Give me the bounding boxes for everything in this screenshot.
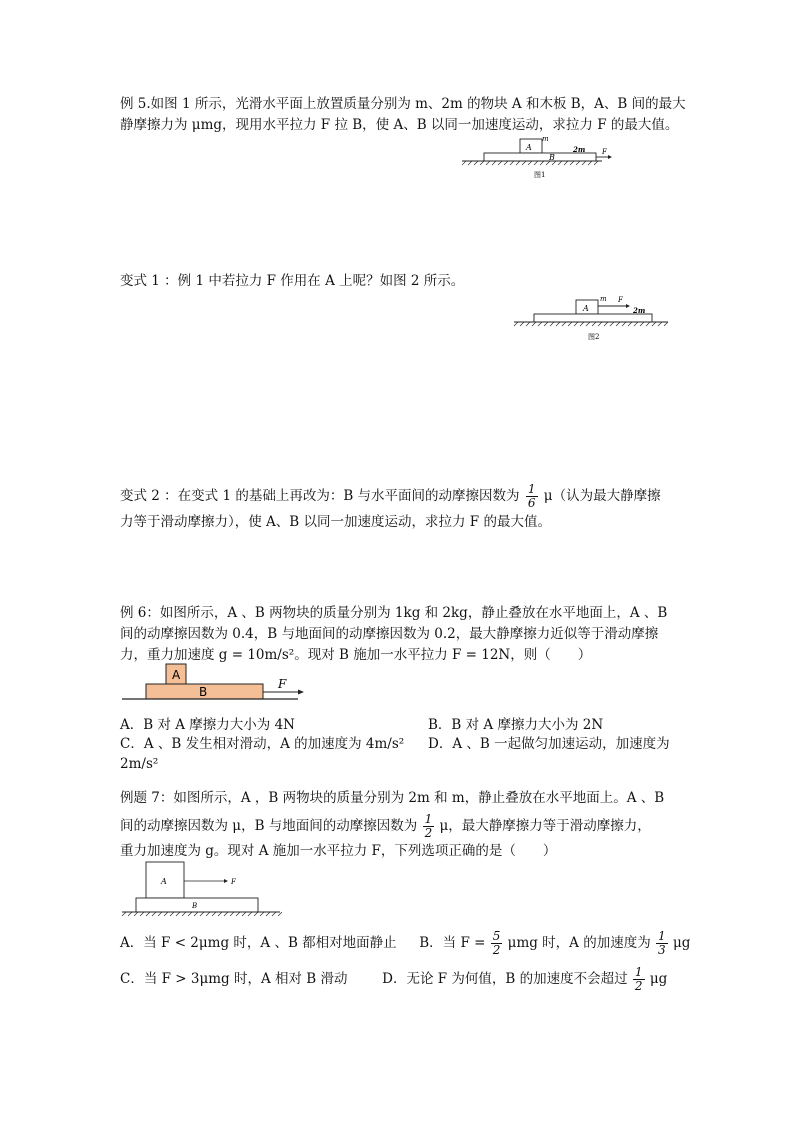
ex5-label-m: m	[542, 135, 549, 143]
ex7-label-f: F	[231, 878, 236, 886]
ex7-label-b: B	[192, 902, 198, 910]
ex6-label-b: B	[199, 685, 208, 699]
ex7-option-b-frac1-den: 2	[492, 943, 501, 957]
ex5-label-2m: 2m	[573, 145, 586, 154]
var1-caption: 图2	[588, 333, 600, 341]
var1-figure	[512, 292, 672, 344]
ex7-option-d-fraction	[633, 966, 645, 993]
ex5-label-a: A	[526, 143, 532, 152]
var2-frac-den: 6	[527, 496, 536, 510]
ex5-label-f: F	[602, 148, 607, 156]
ex6-line2: 间的动摩擦因数为 0.4，B 与地面间的动摩擦因数为 0.2，最大静摩擦力近似等于滑动摩擦	[120, 626, 659, 642]
ex7-line2-pre: 间的动摩擦因数为 μ，B 与地面间的动摩擦因数为	[120, 818, 418, 834]
ex7-options-row1	[120, 930, 690, 957]
ex7-line2	[120, 813, 651, 840]
ex7-line2-frac-den: 2	[424, 826, 433, 840]
ex6-option-a: A．B 对 A 摩擦力大小为 4N	[120, 717, 295, 733]
ex6-option-d: D．A 、B 一起做匀加速运动，加速度为	[428, 736, 670, 752]
ex7-figure	[120, 860, 285, 918]
ex7-options-row2	[120, 966, 667, 993]
ex5-board-b	[484, 153, 596, 161]
ex6-line3: 力，重力加速度 g = 10m/s²。现对 B 施加一水平拉力 F = 12N，则（ ）	[120, 647, 592, 663]
var1-label-2m: 2m	[633, 306, 646, 315]
ex5-figure	[462, 134, 612, 182]
ex5-caption: 图1	[534, 171, 546, 179]
var1-line1: 变式 1 ：例 1 中若拉力 F 作用在 A 上呢？如图 2 所示。	[120, 273, 465, 289]
ex7-line2-frac-num: 1	[424, 812, 433, 826]
ex5-line1: 例 5.如图 1 所示，光滑水平面上放置质量分别为 m、2m 的物块 A 和木板 B，A、B 间的最大	[120, 96, 686, 112]
ex6-line1: 例 6：如图所示，A 、B 两物块的质量分别为 1kg 和 2kg，静止叠放在水平地面上，A 、B	[120, 605, 668, 621]
var2-line1-pre: 变式 2 ：在变式 1 的基础上再改为：B 与水平面间的动摩擦因数为	[120, 488, 520, 504]
ex7-option-c: C．当 F > 3μmg 时，A 相对 B 滑动	[120, 971, 348, 987]
ex7-option-d-post: μg	[649, 971, 668, 987]
var1-label-m: m	[600, 295, 607, 303]
ex6-option-c: C．A 、B 发生相对滑动，A 的加速度为 4m/s²	[120, 736, 405, 752]
ex7-line3: 重力加速度为 g。现对 A 施加一水平拉力 F，下列选项正确的是（ ）	[120, 843, 557, 859]
ex7-option-b-pre: B．当 F =	[419, 935, 486, 951]
ex7-option-d-frac-num: 1	[634, 965, 643, 979]
var1-label-f: F	[618, 296, 623, 304]
ex7-option-b-fraction1	[491, 930, 503, 957]
ex6-option-b: B．B 对 A 摩擦力大小为 2N	[428, 717, 604, 733]
ex7-option-b-fraction2	[656, 930, 668, 957]
var2-line1-post: μ（认为最大静摩擦	[543, 488, 661, 504]
ex6-option-d-cont: 2m/s²	[120, 756, 159, 772]
var2-frac-num: 1	[527, 482, 536, 496]
ex7-option-b-frac2-den: 3	[658, 943, 666, 957]
ex7-line1: 例题 7：如图所示，A ，B 两物块的质量分别为 2m 和 m，静止叠放在水平地面上。A 、B	[120, 790, 665, 806]
ex7-option-b-frac2-num: 1	[658, 929, 666, 943]
ex6-figure	[122, 662, 312, 706]
ex7-line2-fraction	[423, 813, 435, 840]
var1-board-b	[534, 314, 652, 322]
ex7-label-a: A	[161, 877, 167, 886]
ex6-label-a: A	[172, 668, 181, 682]
var2-fraction	[526, 483, 538, 510]
ex7-option-a: A．当 F < 2μmg 时，A 、B 都相对地面静止	[120, 935, 397, 951]
ex5-label-b: B	[549, 153, 555, 162]
var2-line2: 力等于滑动摩擦力），使 A、B 以同一加速度运动，求拉力 F 的最大值。	[120, 514, 551, 530]
var2-line1	[120, 483, 661, 510]
ex5-line2: 静摩擦力为 μmg，现用水平拉力 F 拉 B，使 A、B 以同一加速度运动，求拉力 F 的最大值。	[120, 117, 679, 133]
var1-label-a: A	[583, 304, 589, 313]
ex7-option-b-mid: μmg 时，A 的加速度为	[507, 935, 651, 951]
ex7-option-b-frac1-num: 5	[492, 929, 501, 943]
ex6-label-f: F	[278, 677, 287, 691]
ex7-line2-post: μ，最大静摩擦力等于滑动摩擦力，	[439, 818, 651, 834]
ex7-option-d-pre: D．无论 F 为何值，B 的加速度不会超过	[382, 971, 628, 987]
ex7-option-b-post: μg	[672, 935, 691, 951]
ex7-option-d-frac-den: 2	[634, 979, 643, 993]
